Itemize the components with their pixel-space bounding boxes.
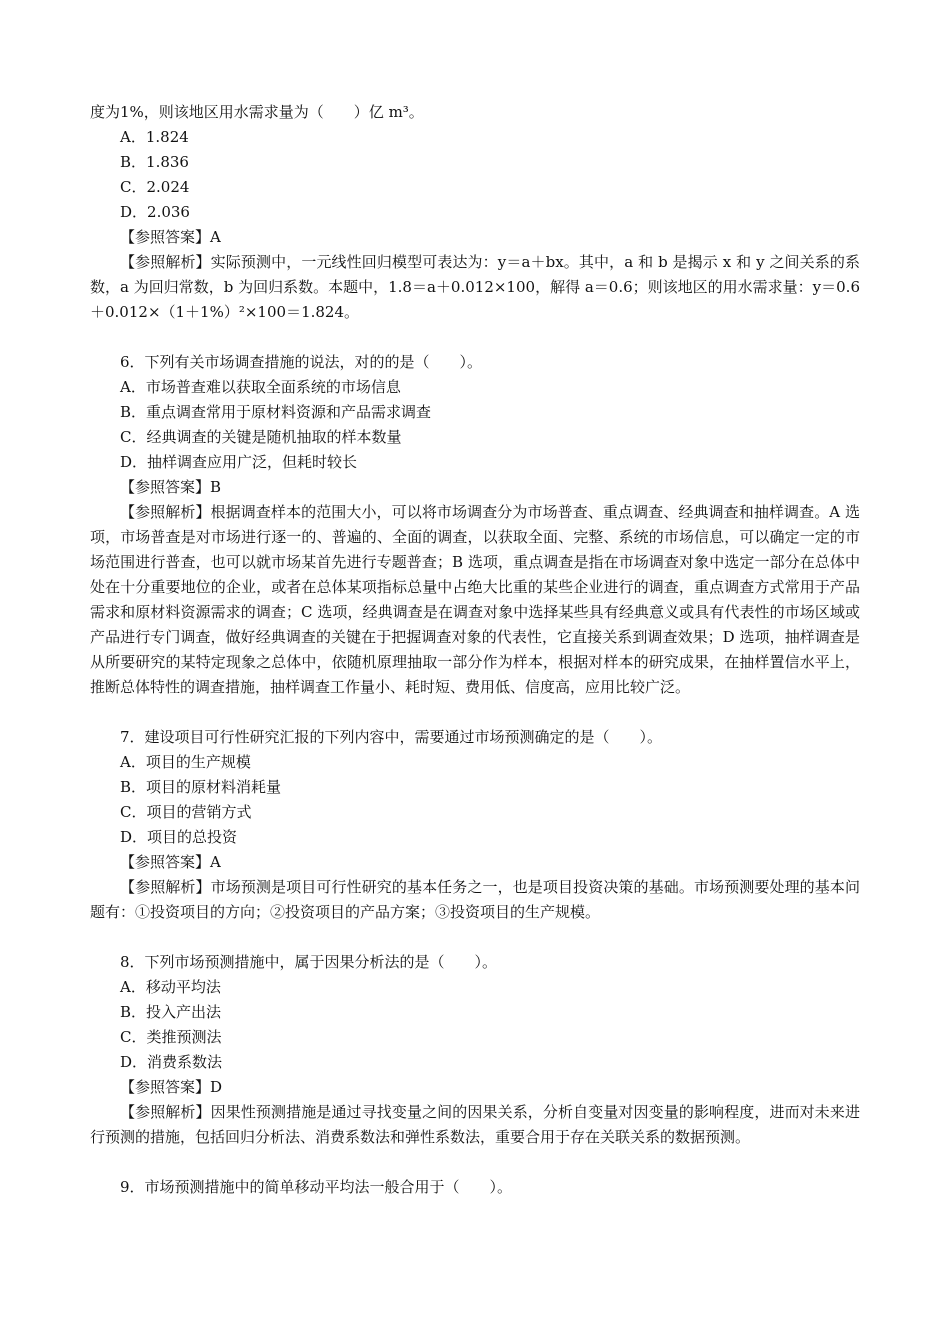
q6-option-c: C．经典调查的关键是随机抽取的样本数量 — [120, 428, 402, 446]
q6-analysis: 【参照解析】根据调查样本的范围大小，可以将市场调查分为市场普查、重点调查、经典调查和抽样调查。A 选项，市场普查是对市场进行逐一的、普遍的、全面的调查，以获取全面、完整、系统的市场信息，可以确定一定的市场范围进行普查，也可以就市场某首先进行专题普查；B 选项，重点调查是指在市场调查对象中选定一部分在总体中处在十分重要地位的企业，或者在总体某项指标总量中占绝大比重的某些企业进行的调查，重点调查方式常用于产品需求和原材料资源需求的调查；C 选项，经典调查是在调查对象中选择某些具有经典意义或具有代表性的市场区域或产品进行专门调查，做好经典调查的关键在于把握调查对象的代表性，它直接关系到调查效果；D 选项，抽样调查是从所要研究的某特定现象之总体中，依随机原理抽取一部分作为样本，根据对样本的研究成果，在抽样置信水平上，推断总体特性的调查措施，抽样调查工作量小、耗时短、费用低、信度高，应用比较广泛。 — [90, 503, 860, 696]
spacer — [90, 325, 860, 350]
spacer — [90, 700, 860, 725]
q7-option-b: B．项目的原材料消耗量 — [120, 778, 282, 796]
q8-option-a: A．移动平均法 — [120, 978, 221, 996]
q5-option-d: D．2.036 — [120, 203, 190, 221]
q8-option-b: B．投入产出法 — [120, 1003, 222, 1021]
q8-option-c: C．类推预测法 — [120, 1028, 222, 1046]
q7-option-d: D．项目的总投资 — [120, 828, 238, 846]
spacer — [90, 925, 860, 950]
q8-stem: 8．下列市场预测措施中，属于因果分析法的是（ ）。 — [120, 953, 498, 971]
document-page — [90, 100, 860, 1200]
q5-analysis: 【参照解析】实际预测中，一元线性回归模型可表达为：y＝a＋bx。其中，a 和 b 是揭示 x 和 y 之间关系的系数，a 为回归常数，b 为回归系数。本题中，1.8＝a＋0.012×100，解得 a＝0.6；则该地区的用水需求量：y＝0.6＋0.012×（1＋1%）²×100＝1.824。 — [90, 253, 860, 321]
q6-option-d: D．抽样调查应用广泛，但耗时较长 — [120, 453, 358, 471]
q5-option-c: C．2.024 — [120, 178, 190, 196]
q5-option-b: B．1.836 — [120, 153, 189, 171]
q8-option-d: D．消费系数法 — [120, 1053, 223, 1071]
q6-stem: 6．下列有关市场调查措施的说法，对的的是（ ）。 — [120, 353, 483, 371]
q8-answer: 【参照答案】D — [120, 1078, 223, 1096]
q7-option-a: A．项目的生产规模 — [120, 753, 251, 771]
q6-option-a: A．市场普查难以获取全面系统的市场信息 — [120, 378, 401, 396]
q7-analysis: 【参照解析】市场预测是项目可行性研究的基本任务之一，也是项目投资决策的基础。市场预测要处理的基本问题有：①投资项目的方向；②投资项目的产品方案；③投资项目的生产规模。 — [90, 878, 860, 921]
q6-answer: 【参照答案】B — [120, 478, 222, 496]
q6-option-b: B．重点调查常用于原材料资源和产品需求调查 — [120, 403, 432, 421]
q7-answer: 【参照答案】A — [120, 853, 221, 871]
q7-option-c: C．项目的营销方式 — [120, 803, 252, 821]
q8-analysis: 【参照解析】因果性预测措施是通过寻找变量之间的因果关系，分析自变量对因变量的影响程度，进而对未来进行预测的措施，包括回归分析法、消费系数法和弹性系数法，重要合用于存在关联关系的数据预测。 — [90, 1103, 860, 1146]
q7-stem: 7．建设项目可行性研究汇报的下列内容中，需要通过市场预测确定的是（ ）。 — [120, 728, 663, 746]
q5-answer: 【参照答案】A — [120, 228, 221, 246]
spacer — [90, 1150, 860, 1175]
q9-stem: 9．市场预测措施中的简单移动平均法一般合用于（ ）。 — [120, 1178, 513, 1196]
q5-option-a: A．1.824 — [120, 128, 189, 146]
q5-stem-tail: 度为1%，则该地区用水需求量为（ ）亿 m³。 — [90, 103, 424, 121]
